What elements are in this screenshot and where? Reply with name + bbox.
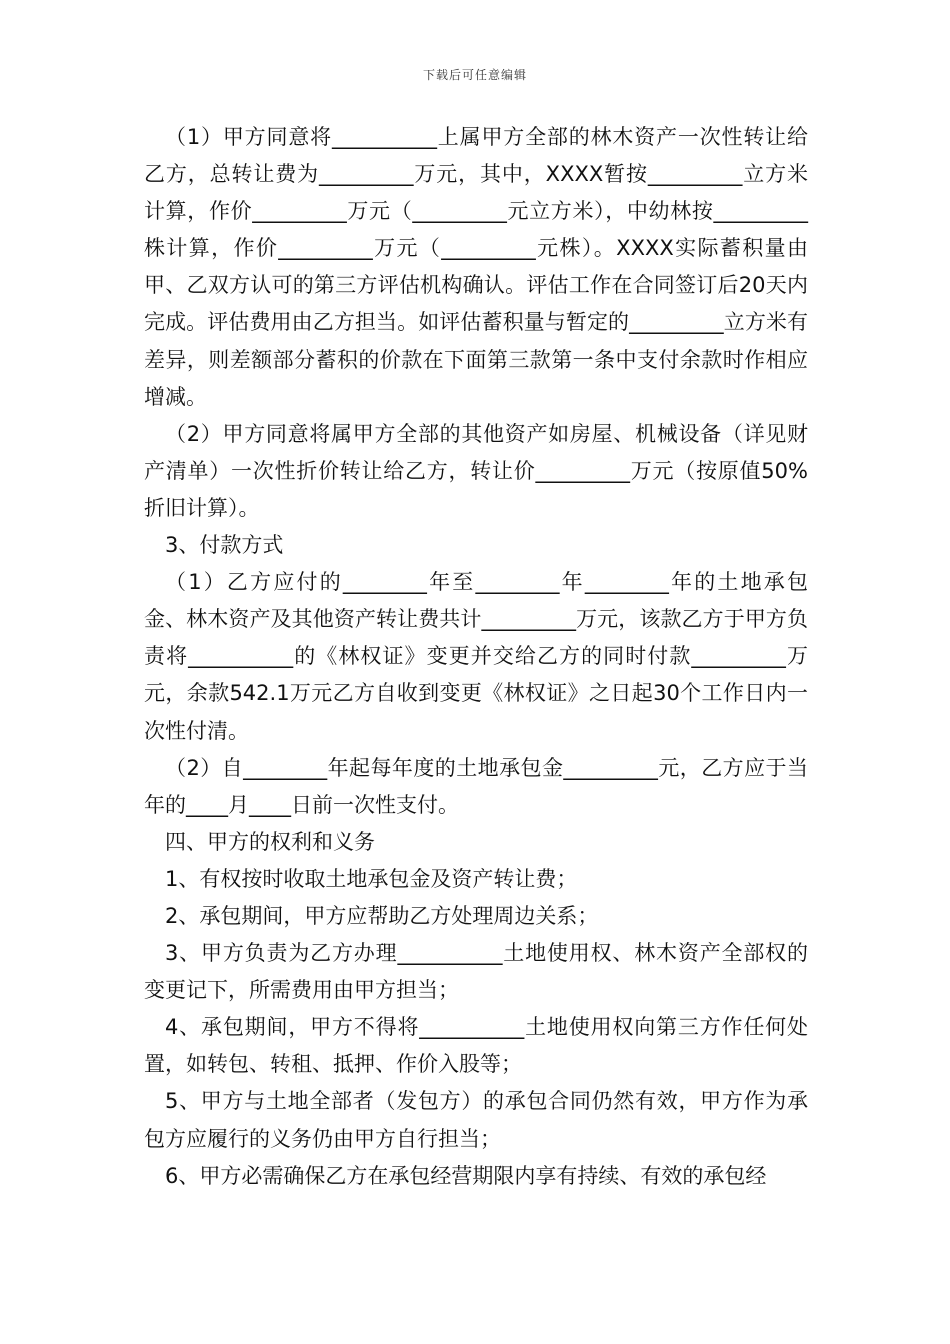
contract-body <box>144 119 808 1195</box>
list-item-right-2: 2、承包期间，甲方应帮助乙方处理周边关系； <box>165 903 599 928</box>
section-heading-payment-method: 3、付款方式 <box>165 533 284 558</box>
list-item-right-4: 4、承包期间，甲方不得将__________土地使用权向第三方作任何处置，如转包、转租、抵押、作价入股等； <box>144 1015 808 1077</box>
paragraph-forest-asset-transfer: （1）甲方同意将__________上属甲方全部的林木资产一次性转让给乙方，总转让费为_________万元，其中，XXXX暂按_________立方米计算，作价_________万元（_________元立方米），中幼林按_________株计算，作价_________万元（_________元株）。XXXX实际蓄积量由甲、乙双方认可的第三方评估机构确认。评估工作在合同签订后20天内完成。评估费用由乙方担当。如评估蓄积量与暂定的_________立方米有差异，则差额部分蓄积的价款在下面第三款第一条中支付余款时作相应增减。 <box>144 125 808 409</box>
list-item-right-5: 5、甲方与土地全部者（发包方）的承包合同仍然有效，甲方作为承包方应履行的义务仍由甲方自行担当； <box>144 1089 808 1151</box>
list-item-right-3: 3、甲方负责为乙方办理__________土地使用权、林木资产全部权的变更记下，所需费用由甲方担当； <box>144 941 808 1003</box>
paragraph-payment-1: （1）乙方应付的________年至________年________年的土地承包金、林木资产及其他资产转让费共计_________万元，该款乙方于甲方负责将__________的《林权证》变更并交给乙方的同时付款_________万元，余款542.1万元乙方自收到变更《林权证》之日起30个工作日内一次性付清。 <box>144 570 808 743</box>
page-header-note: 下载后可任意编辑 <box>422 68 527 82</box>
section-heading-party-a-rights: 四、甲方的权利和义务 <box>165 829 375 854</box>
list-item-right-6: 6、甲方必需确保乙方在承包经营期限内享有持续、有效的承包经 <box>165 1163 767 1188</box>
paragraph-other-asset-transfer: （2）甲方同意将属甲方全部的其他资产如房屋、机械设备（详见财产清单）一次性折价转让给乙方，转让价_________万元（按原值50%折旧计算）。 <box>144 421 808 520</box>
paragraph-payment-2: （2）自________年起每年度的土地承包金_________元，乙方应于当年的____月____日前一次性支付。 <box>144 755 808 817</box>
list-item-right-1: 1、有权按时收取土地承包金及资产转让费； <box>165 866 578 891</box>
